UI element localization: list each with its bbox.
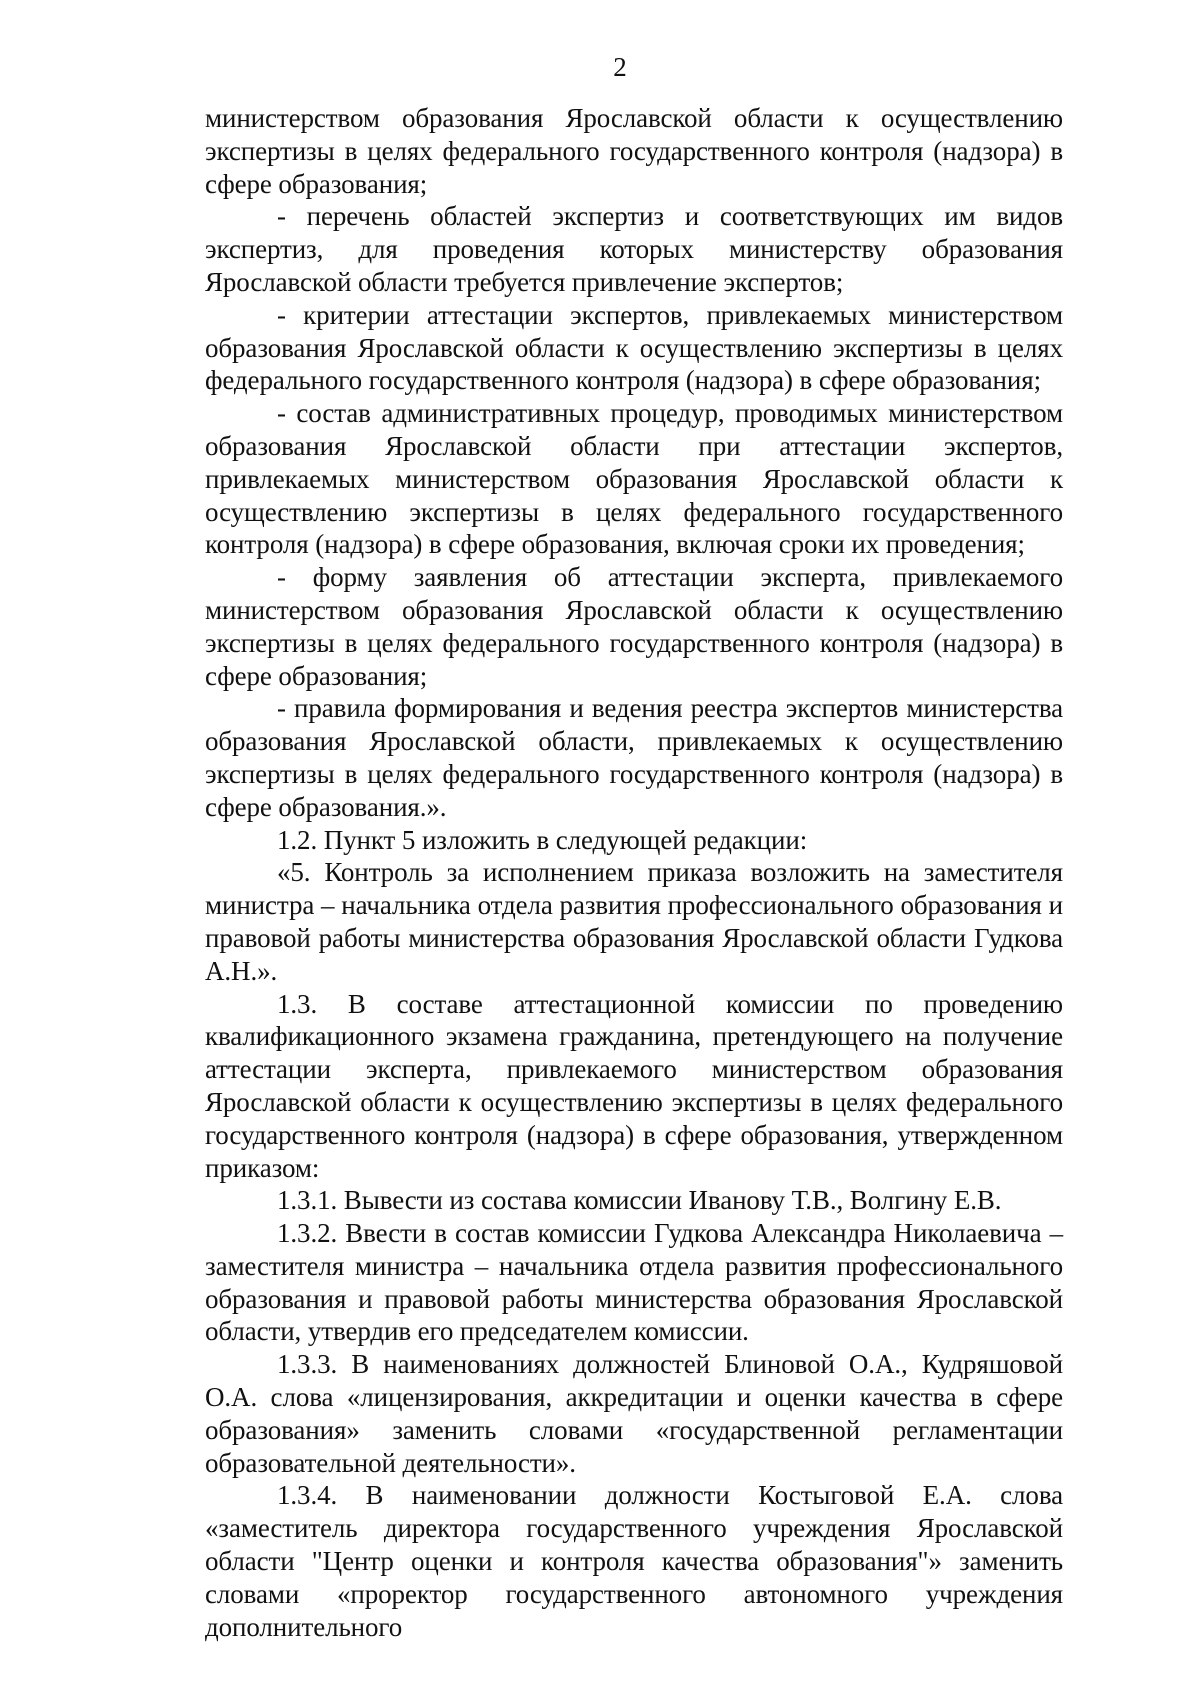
- document-body: [205, 102, 1063, 1643]
- paragraph-clause-1-3-3: 1.3.3. В наименованиях должностей Блиновой О.А., Кудряшовой О.А. слова «лицензирования, аккредитации и оценки качества в сфере образования» заменить словами «государственной регламентации образовательной деятельности».: [205, 1349, 1063, 1478]
- page-number: 2: [613, 52, 627, 82]
- paragraph-list-item-registry-rules: - правила формирования и ведения реестра экспертов министерства образования Ярославской области, привлекаемых к осуществлению экспертизы в целях федерального государственного контроля (надзора) в сфере образования.».: [205, 693, 1063, 822]
- paragraph-clause-1-3-1: 1.3.1. Вывести из состава комиссии Иванову Т.В., Волгину Е.В.: [277, 1185, 1002, 1216]
- paragraph-clause-1-3-4: 1.3.4. В наименовании должности Костыговой Е.А. слова «заместитель директора государственного учреждения Ярославской области "Центр оценки и контроля качества образования"» заменить словами «проректор государственного автономного учреждения дополнительного: [205, 1480, 1063, 1642]
- paragraph-list-item-criteria: - критерии аттестации экспертов, привлекаемых министерством образования Ярославской области к осуществлению экспертизы в целях федерального государственного контроля (надзора) в сфере образования;: [205, 299, 1063, 396]
- paragraph-continuation: министерством образования Ярославской области к осуществлению экспертизы в целях федерального государственного контроля (надзора) в сфере образования;: [205, 103, 1063, 199]
- paragraph-list-item-expertise-areas: - перечень областей экспертиз и соответствующих им видов экспертиз, для проведения которых министерству образования Ярославской области требуется привлечение экспертов;: [205, 201, 1063, 297]
- paragraph-clause-1-3-2: 1.3.2. Ввести в состав комиссии Гудкова Александра Николаевича – заместителя министра – начальника отдела развития профессионального образования и правовой работы министерства образования Ярославской области, утвердив его председателем комиссии.: [205, 1218, 1063, 1347]
- paragraph-list-item-procedures: - состав административных процедур, проводимых министерством образования Ярославской области при аттестации экспертов, привлекаемых министерством образования Ярославской области к осуществлению экспертизы в целях федерального государственного контроля (надзора) в сфере образования, включая сроки их проведения;: [205, 398, 1063, 560]
- paragraph-clause-1-3: 1.3. В составе аттестационной комиссии по проведению квалификационного экзамена гражданина, претендующего на получение аттестации эксперта, привлекаемого министерством образования Ярославской области к осуществлению экспертизы в целях федерального государственного контроля (надзора) в сфере образования, утвержденном приказом:: [205, 988, 1063, 1183]
- paragraph-clause-1-2: 1.2. Пункт 5 изложить в следующей редакции:: [277, 824, 808, 855]
- paragraph-clause-5-text: «5. Контроль за исполнением приказа возложить на заместителя министра – начальника отдела развития профессионального образования и правовой работы министерства образования Ярославской области Гудкова А.Н.».: [205, 857, 1063, 986]
- paragraph-list-item-application-form: - форму заявления об аттестации эксперта, привлекаемого министерством образования Ярославской области к осуществлению экспертизы в целях федерального государственного контроля (надзора) в сфере образования;: [205, 562, 1063, 691]
